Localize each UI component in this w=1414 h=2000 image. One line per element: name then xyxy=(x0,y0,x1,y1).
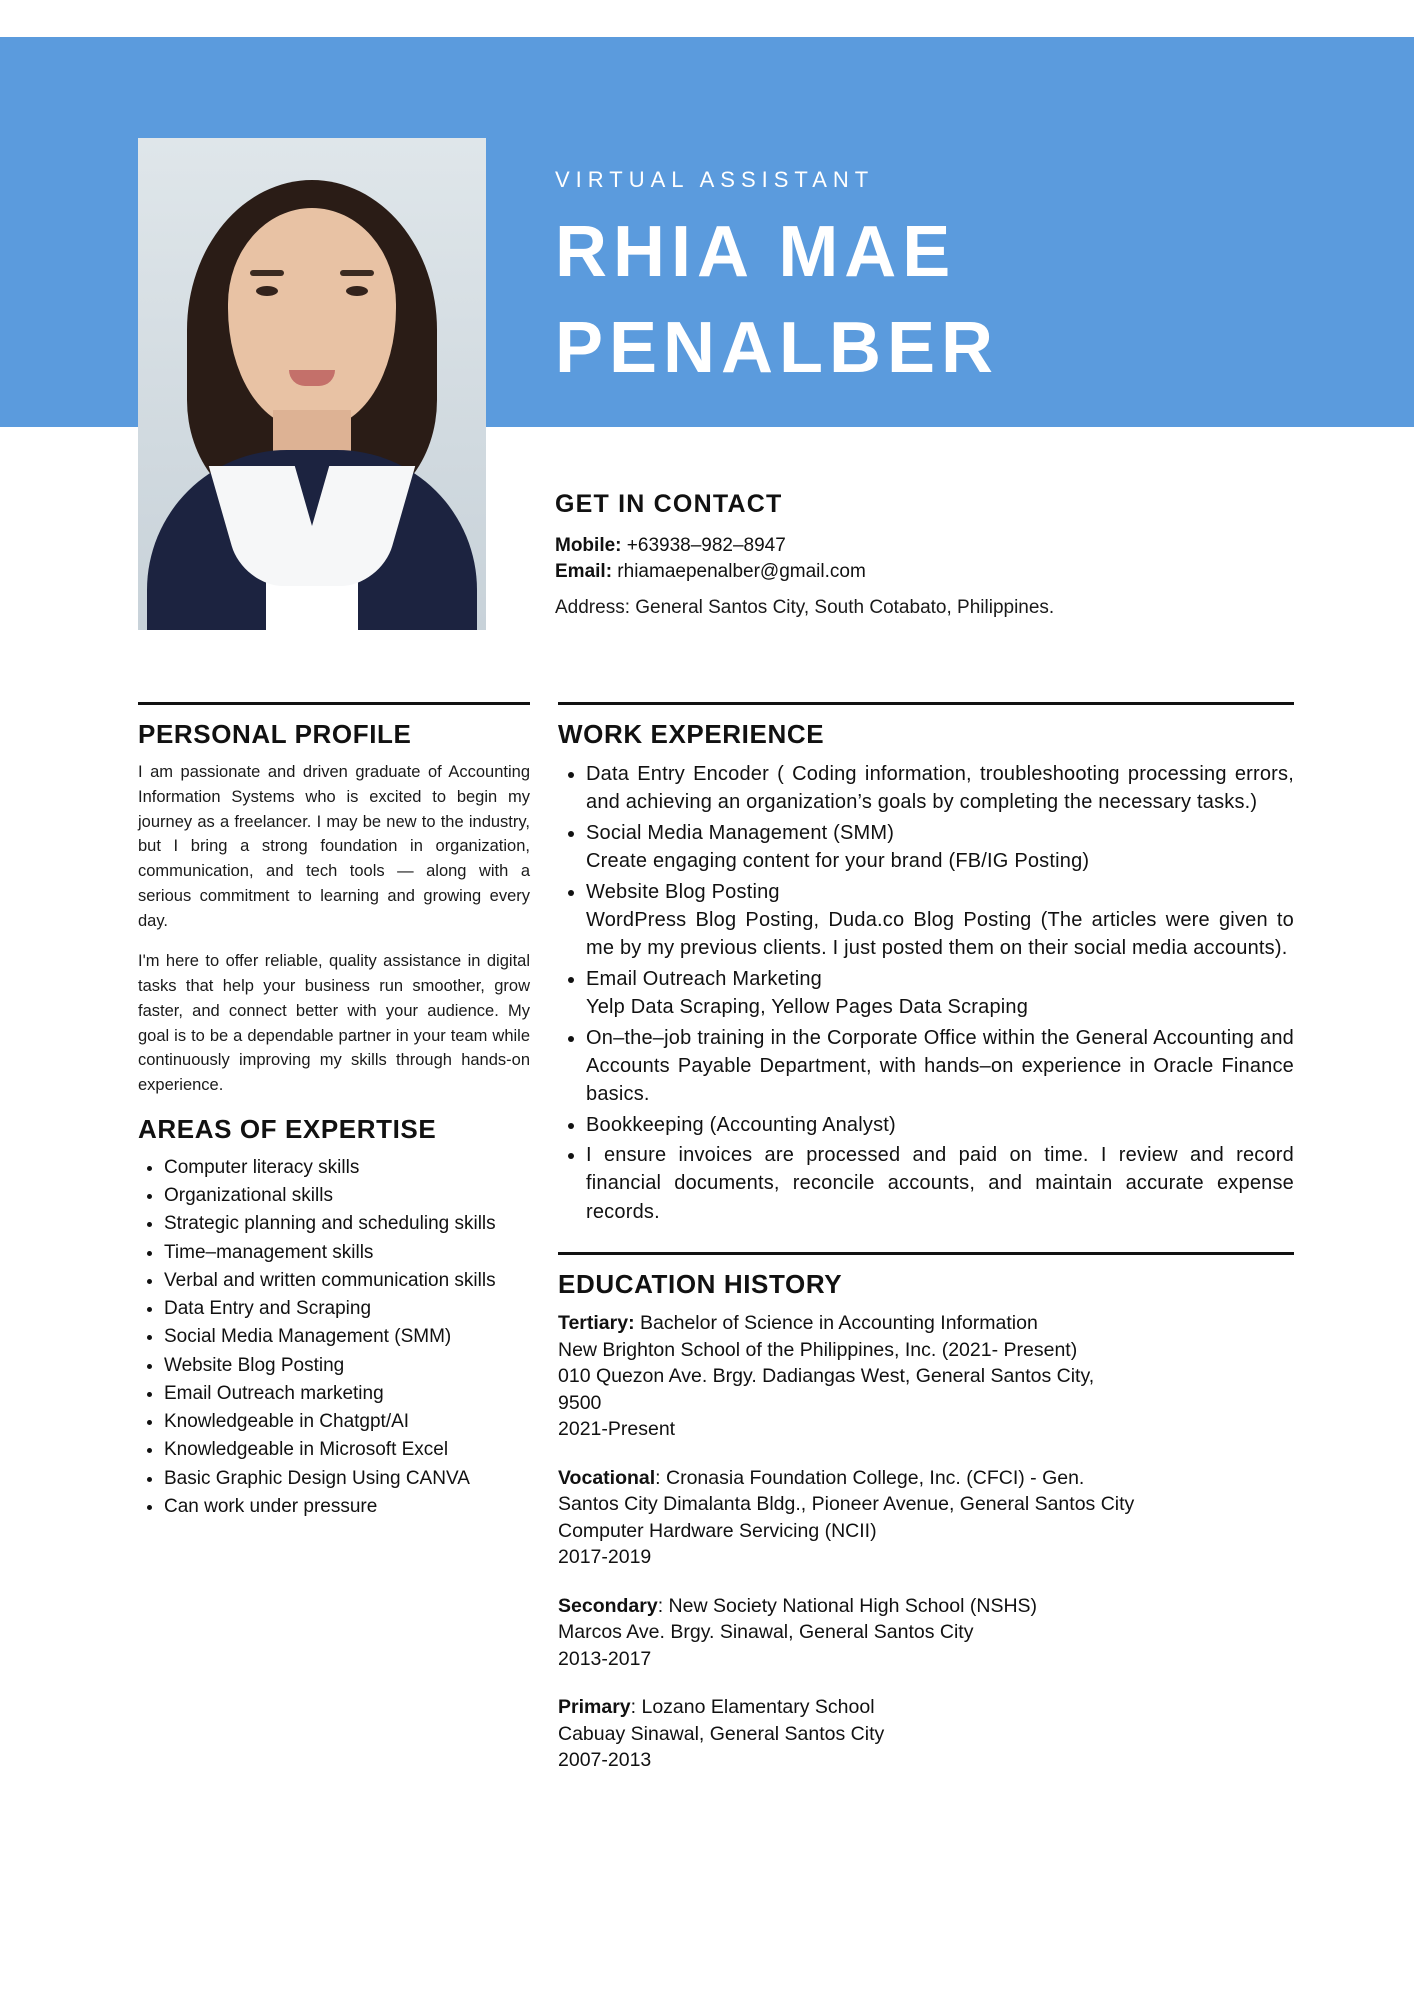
personal-profile-heading: PERSONAL PROFILE xyxy=(138,719,412,749)
education-entry-secondary xyxy=(558,1593,1294,1673)
education-entry-line: 9500 xyxy=(558,1391,602,1414)
contact-email-value[interactable]: rhiamaepenalber@gmail.com xyxy=(612,561,866,583)
work-item-main: On–the–job training in the Corporate Office within the General Accounting and Accounts Payable Department, with hands–on experience in Oracle Finance basics. xyxy=(586,1026,1294,1106)
contact-mobile-row xyxy=(555,533,1315,559)
contact-email-row xyxy=(555,559,1315,585)
education-entry-line: : Lozano Elamentary School xyxy=(630,1696,875,1719)
work-item xyxy=(586,965,1294,1022)
portrait-eye-left xyxy=(256,286,278,296)
work-item xyxy=(586,1024,1294,1109)
education-entry-line: 2017-2019 xyxy=(558,1546,652,1569)
list-item: • Verbal and written communication skills xyxy=(164,1268,530,1293)
list-item: • Strategic planning and scheduling skills xyxy=(164,1211,530,1236)
contact-address-label: Address: xyxy=(555,597,630,619)
candidate-first-name: RHIA MAE xyxy=(555,212,957,292)
areas-of-expertise-heading: AREAS OF EXPERTISE xyxy=(138,1113,437,1144)
list-item: • Can work under pressure xyxy=(164,1494,530,1519)
education-entry-tertiary xyxy=(558,1310,1294,1443)
portrait-face xyxy=(228,208,396,428)
work-item xyxy=(586,1111,1294,1139)
contact-section xyxy=(555,490,1315,619)
portrait-eyebrow-right xyxy=(340,270,374,276)
header-text-block xyxy=(555,167,1355,389)
education-entry-label: Primary xyxy=(558,1696,631,1719)
contact-email-label: Email: xyxy=(555,561,613,583)
candidate-last-name: PENALBER xyxy=(555,308,1000,389)
divider-personal-profile xyxy=(138,702,530,705)
education-entry-line: Santos City Dimalanta Bldg., Pioneer Avenue, General Santos City xyxy=(558,1493,1135,1516)
education-heading: EDUCATION HISTORY xyxy=(558,1269,843,1300)
work-item xyxy=(586,760,1294,817)
personal-profile-paragraph-1: I am passionate and driven graduate of Accounting Information Systems who is excited to begin my journey as a freelancer. I may be new to the industry, but I bring a strong foundation in organization, communication, and tech tools — along with a serious commitment to learning and growing every day. xyxy=(138,763,530,930)
list-item: • Organizational skills xyxy=(164,1183,530,1208)
expertise-list xyxy=(138,1155,530,1519)
work-item-main: Website Blog Posting xyxy=(586,880,780,903)
work-item-main: Email Outreach Marketing xyxy=(586,967,823,990)
contact-mobile-value: +63938–982–8947 xyxy=(621,535,786,556)
education-section xyxy=(558,1252,1294,1774)
education-entry-line: Bachelor of Science in Accounting Information xyxy=(634,1312,1038,1335)
list-item: • Website Blog Posting xyxy=(164,1353,530,1378)
list-item: • Computer literacy skills xyxy=(164,1155,530,1180)
job-role-title: VIRTUAL ASSISTANT xyxy=(555,167,875,192)
education-entry-line: New Brighton School of the Philippines, Inc. (2021- Present) xyxy=(558,1338,1078,1361)
list-item: • Social Media Management (SMM) xyxy=(164,1324,530,1349)
contact-details xyxy=(555,533,1315,585)
work-item-sub: Create engaging content for your brand (FB/IG Posting) xyxy=(586,850,1090,873)
education-entry-primary xyxy=(558,1694,1294,1774)
list-item: • Knowledgeable in Chatgpt/AI xyxy=(164,1409,530,1434)
list-item: • Knowledgeable in Microsoft Excel xyxy=(164,1437,530,1462)
work-item-sub: WordPress Blog Posting, Duda.co Blog Posting (The articles were given to me by my previous clients. I just posted them on their social media accounts). xyxy=(586,908,1294,960)
work-item-sub: Yelp Data Scraping, Yellow Pages Data Scraping xyxy=(586,996,1029,1019)
work-item xyxy=(586,878,1294,963)
education-entry-vocational xyxy=(558,1465,1294,1571)
divider-education xyxy=(558,1252,1294,1255)
education-entry-line: 010 Quezon Ave. Brgy. Dadiangas West, General Santos City, xyxy=(558,1365,1095,1388)
education-entry-line: Cabuay Sinawal, General Santos City xyxy=(558,1722,885,1745)
work-item-main: Bookkeeping (Accounting Analyst) xyxy=(586,1113,896,1136)
education-entry-line: 2007-2013 xyxy=(558,1749,652,1772)
work-experience-heading: WORK EXPERIENCE xyxy=(558,719,825,749)
left-column xyxy=(138,702,530,1522)
work-item-main: I ensure invoices are processed and paid on time. I review and record financial documents, reconcile accounts, and maintain accurate expense records. xyxy=(586,1144,1294,1223)
education-entry-line: Marcos Ave. Brgy. Sinawal, General Santos City xyxy=(558,1621,974,1644)
education-entry-label: Tertiary: xyxy=(558,1312,635,1335)
portrait-eye-right xyxy=(346,286,368,296)
education-entry-line: Computer Hardware Servicing (NCII) xyxy=(558,1519,877,1542)
list-item: • Data Entry and Scraping xyxy=(164,1296,530,1321)
contact-mobile-label: Mobile: xyxy=(555,535,622,556)
contact-address-row xyxy=(555,597,1315,619)
portrait-eyebrow-left xyxy=(250,270,284,276)
education-entry-label: Vocational xyxy=(558,1466,656,1489)
education-entry-line: : Cronasia Foundation College, Inc. (CFCI) - Gen. xyxy=(655,1466,1085,1489)
education-entry-line: : New Society National High School (NSHS) xyxy=(657,1594,1038,1617)
contact-heading: GET IN CONTACT xyxy=(555,490,783,518)
list-item: • Email Outreach marketing xyxy=(164,1381,530,1406)
work-item-main: Data Entry Encoder ( Coding information, troubleshooting processing errors, and achieving an organization’s goals by completing the necessary tasks.) xyxy=(586,763,1294,814)
work-item-main: Social Media Management (SMM) xyxy=(586,821,895,844)
education-entry-line: 2013-2017 xyxy=(558,1647,652,1670)
profile-photo xyxy=(138,138,486,630)
list-item: • Time–management skills xyxy=(164,1240,530,1265)
personal-profile-paragraph-2: I'm here to offer reliable, quality assistance in digital tasks that help your business run smoother, grow faster, and connect better with your audience. My goal is to be a dependable partner in your team while continuously improving my skills through hands-on experience. xyxy=(138,952,530,1094)
contact-address-value: General Santos City, South Cotabato, Philippines. xyxy=(629,597,1055,619)
divider-work-experience xyxy=(558,702,1294,705)
education-entry-label: Secondary xyxy=(558,1594,658,1617)
work-item xyxy=(586,1141,1294,1226)
work-experience-list xyxy=(558,760,1294,1226)
work-item xyxy=(586,819,1294,876)
list-item: • Basic Graphic Design Using CANVA xyxy=(164,1466,530,1491)
education-entry-line: 2021-Present xyxy=(558,1418,676,1441)
right-column xyxy=(558,702,1294,1796)
